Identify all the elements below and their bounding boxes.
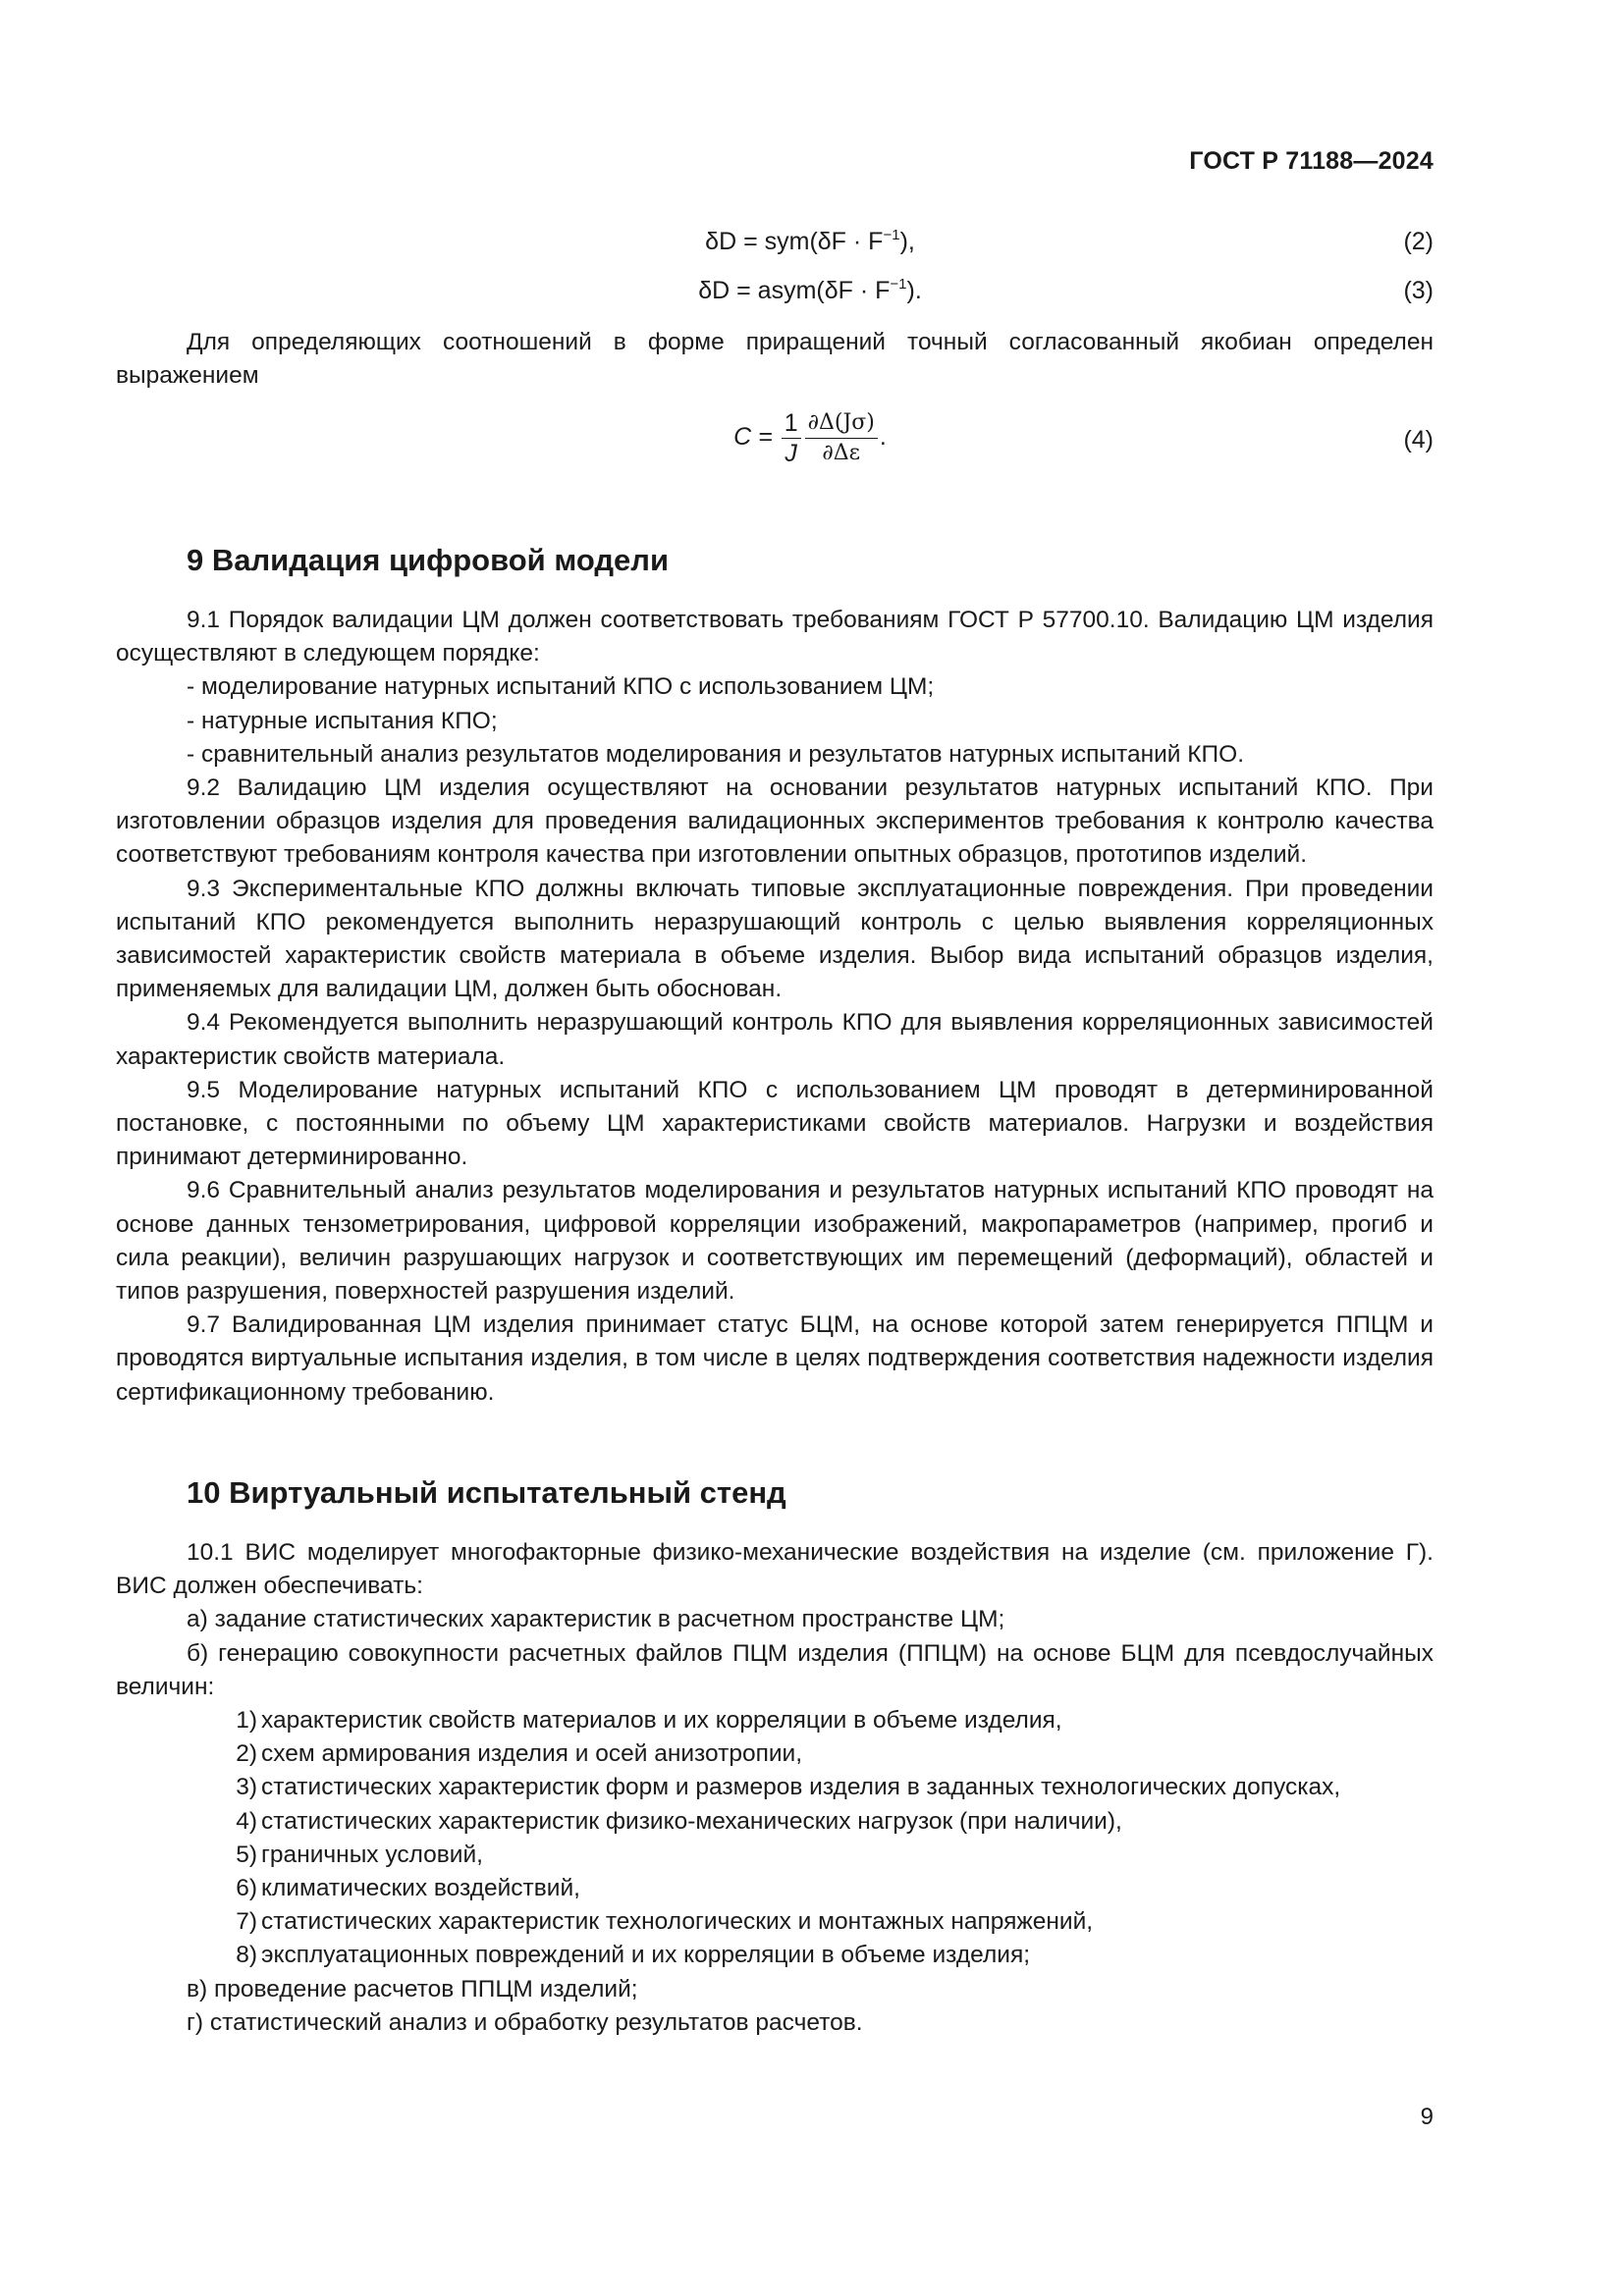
document-id-header: ГОСТ Р 71188—2024 — [1189, 147, 1434, 175]
equation-4-c: C = — [733, 423, 780, 452]
paragraph-9-7: 9.7 Валидированная ЦМ изделия принимает статус БЦМ, на основе которой затем генерируется ППЦМ и проводятся виртуальные испытания изделия, в том числе в целях подтверждения соответствия надежности изделия сертификационному требованию. — [116, 1311, 1434, 1406]
list-item-v: в) проведение расчетов ППЦМ изделий; — [187, 1975, 638, 2002]
equation-4-dot: . — [879, 423, 887, 452]
section-10-body — [116, 1536, 1434, 2040]
bullet-item: - сравнительный анализ результатов моделирования и результатов натурных испытаний КПО. — [187, 740, 1245, 768]
equation-2-body — [187, 228, 1434, 256]
sub-list-number: 6) — [236, 1875, 257, 1902]
list-item-a: а) задание статистических характеристик в расчетном пространстве ЦМ; — [187, 1606, 1005, 1633]
equation-4 — [187, 408, 1434, 477]
equation-3-tail: ). — [906, 277, 922, 304]
sub-list-number: 7) — [236, 1908, 257, 1936]
equation-4-denominator: ∂Δε — [822, 441, 861, 465]
sub-list-text: эксплуатационных повреждений и их корреляции в объеме изделия; — [261, 1942, 1031, 1969]
sub-list-item — [116, 1805, 1434, 1839]
equation-2-tail: ), — [899, 228, 915, 255]
list-item-g: г) статистический анализ и обработку результатов расчетов. — [187, 2008, 863, 2036]
equation-3-lhs: δD = asym(δF · F — [698, 277, 891, 304]
paragraph-9-5: 9.5 Моделирование натурных испытаний КПО с использованием ЦМ проводят в детерминированной постановке, с постоянными по объему ЦМ характеристиками свойств материалов. Нагрузки и воздействия принимают детерминированно. — [116, 1076, 1434, 1171]
sub-list-text: схем армирования изделия и осей анизотропии, — [261, 1740, 803, 1768]
equation-2-number: (2) — [1403, 228, 1434, 255]
paragraph-9-6: 9.6 Сравнительный анализ результатов моделирования и результатов натурных испытаний КПО проводят на основе данных тензометрирования, цифровой корреляции изображений, макропараметров (например, прогиб и сила реакции), величин разрушающих нагрузок и соответствующих им перемещений (деформаций), областей и типов разрушения, поверхностей разрушения изделий. — [116, 1177, 1434, 1306]
sub-list-item — [116, 1839, 1434, 1872]
section-9-title: 9 Валидация цифровой модели — [187, 543, 670, 577]
equation-2-exponent: −1 — [883, 227, 900, 243]
sub-list-item — [116, 1939, 1434, 1972]
sub-list-number: 8) — [236, 1942, 257, 1969]
intro-paragraph: Для определяющих соотношений в форме приращений точный согласованный якобиан определен выражением — [116, 329, 1434, 390]
sub-list-item — [116, 1737, 1434, 1771]
sub-list-item — [116, 1704, 1434, 1737]
equation-3-exponent: −1 — [890, 276, 907, 293]
sub-list-item — [116, 1872, 1434, 1905]
sub-list-text: статистических характеристик технологических и монтажных напряжений, — [261, 1908, 1094, 1936]
sub-list-text: климатических воздействий, — [261, 1875, 580, 1902]
sub-list-item — [116, 1905, 1434, 1939]
sub-list-number: 3) — [236, 1774, 257, 1801]
page-number: 9 — [1420, 2104, 1434, 2130]
bullet-item: - моделирование натурных испытаний КПО с использованием ЦМ; — [187, 673, 935, 701]
section-10-title: 10 Виртуальный испытательный стенд — [187, 1475, 786, 1510]
paragraph-9-1: 9.1 Порядок валидации ЦМ должен соответствовать требованиям ГОСТ Р 57700.10. Валидацию ЦМ изделия осуществляют в следующем порядке: — [116, 607, 1434, 667]
sub-list-text: статистических характеристик форм и размеров изделия в заданных технологических допусках, — [261, 1774, 1341, 1801]
paragraph-9-4: 9.4 Рекомендуется выполнить неразрушающий контроль КПО для выявления корреляционных зависимостей характеристик свойств материала. — [116, 1009, 1434, 1070]
sub-list-number: 5) — [236, 1841, 257, 1868]
sub-list-text: характеристик свойств материалов и их корреляции в объеме изделия, — [261, 1707, 1062, 1735]
equation-4-one: 1 — [782, 408, 801, 439]
sub-list-number: 2) — [236, 1740, 257, 1768]
sub-list-number: 1) — [236, 1707, 257, 1735]
bullet-item: - натурные испытания КПО; — [187, 707, 498, 734]
paragraph-10-1: 10.1 ВИС моделирует многофакторные физико-механические воздействия на изделие (см. приложение Г). ВИС должен обеспечивать: — [116, 1539, 1434, 1600]
equation-2-lhs: δD = sym(δF · F — [705, 228, 884, 255]
paragraph-9-3: 9.3 Экспериментальные КПО должны включать типовые эксплуатационные повреждения. При проведении испытаний КПО рекомендуется выполнить неразрушающий контроль с целью выявления корреляционных зависимостей характеристик свойств материала в объеме изделия. Выбор вида испытаний образцов изделия, применяемых для валидации ЦМ, должен быть обоснован. — [116, 875, 1434, 1003]
sub-list-text: статистических характеристик физико-механических нагрузок (при наличии), — [261, 1807, 1122, 1835]
section-9-body — [116, 604, 1434, 1410]
equation-4-body — [187, 408, 1434, 468]
paragraph-9-2: 9.2 Валидацию ЦМ изделия осуществляют на основании результатов натурных испытаний КПО. При изготовлении образцов изделия для проведения валидационных экспериментов требования к контролю качества соответствуют требованиям контроля качества при изготовлении опытных образцов, прототипов изделий. — [116, 774, 1434, 869]
equation-3-body — [187, 277, 1434, 305]
equation-4-j: J — [785, 440, 797, 467]
sub-list-text: граничных условий, — [261, 1841, 483, 1868]
equation-4-fraction-2 — [805, 408, 878, 468]
equation-4-numerator: ∂Δ(Jσ) — [805, 408, 878, 439]
sub-list-number: 4) — [236, 1807, 257, 1835]
equation-3-number: (3) — [1403, 277, 1434, 304]
equation-4-fraction-1 — [782, 408, 801, 468]
list-item-b: б) генерацию совокупности расчетных файлов ПЦМ изделия (ППЦМ) на основе БЦМ для псевдослучайных величин: — [116, 1639, 1434, 1700]
intro-block — [116, 326, 1434, 393]
sub-list-item — [116, 1771, 1434, 1804]
equation-4-number: (4) — [1403, 426, 1434, 454]
